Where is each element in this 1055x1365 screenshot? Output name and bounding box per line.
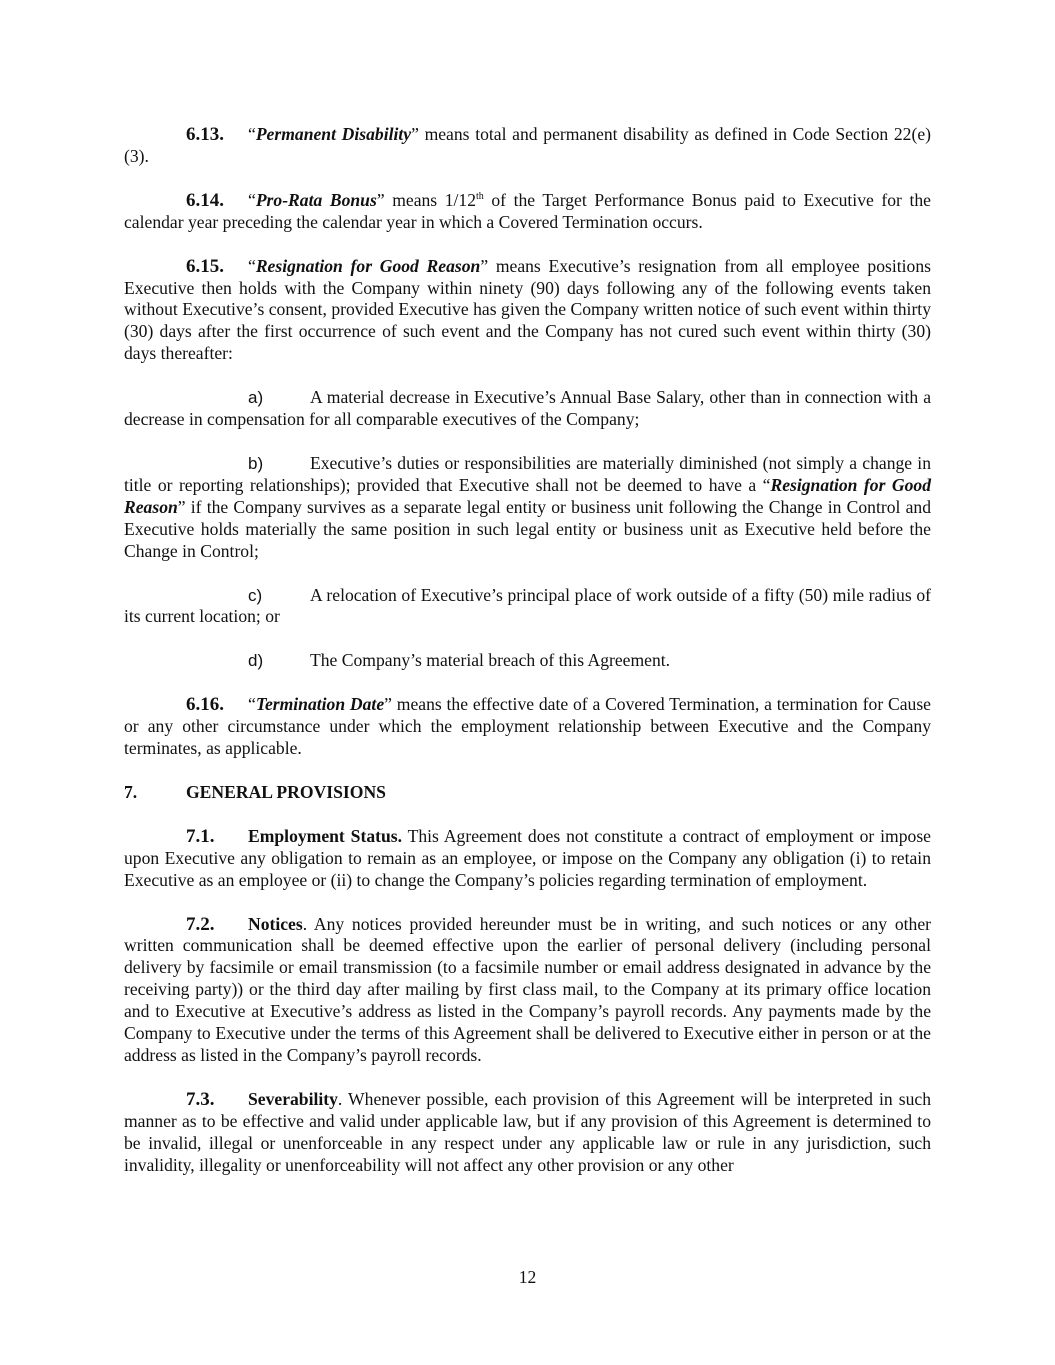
section-number: 7.3. — [186, 1088, 215, 1110]
section-number: 6.15. — [186, 255, 224, 277]
document-page — [124, 124, 931, 1199]
section-number: 7.1. — [186, 825, 215, 847]
list-item-label: b) — [248, 453, 264, 473]
section-title: GENERAL PROVISIONS — [186, 781, 386, 802]
list-item-d: d) The Company’s material breach of this Agreement. — [248, 650, 671, 671]
section-title: Employment Status. — [248, 825, 403, 846]
defined-term: Termination Date — [255, 694, 385, 715]
section-6-13: 6.13. “Permanent Disability” means total and permanent disability as defined in Code Section 22(e)(3). — [124, 124, 931, 166]
section-title: Notices — [248, 913, 303, 934]
section-text: ” means Executive’s resignation from all employee positions Executive then holds with the Company within ninety (90) days following any of the following events taken without Executive’s consent, provided Executive has given the Company written notice of such event within thirty (30) days after the first occurrence of such event and the Company has not cured such event within thirty (30) days thereafter: — [124, 255, 931, 364]
section-7-heading — [124, 782, 931, 804]
section-text: . Whenever possible, each provision of this Agreement will be interpreted in such manner as to be effective and valid under applicable law, but if any provision of this Agreement is determined to be invalid, illegal or unenforceable in any respect under any applicable law or rule in any jurisdiction, such invalidity, illegality or unenforceability will not affect any other provision or any other — [124, 1088, 931, 1175]
section-number: 6.13. — [186, 124, 224, 145]
section-number: 7. — [124, 781, 138, 802]
section-text: ” means total and permanent disability as defined in Code Section 22(e)(3). — [124, 124, 931, 166]
section-text: This Agreement does not constitute a contract of employment or impose upon Executive any obligation to remain as an employee, or impose on the Company any obligation (i) to retain Executive as an employee or (ii) to change the Company’s policies regarding termination of employment. — [124, 825, 931, 890]
list-item-label: c) — [248, 585, 263, 605]
list-item-label: d) — [248, 651, 264, 671]
defined-term: Resignation for Good Reason — [255, 255, 481, 276]
list-item-c: c) A relocation of Executive’s principal place of work outside of a fifty (50) mile radius of its current location; or — [124, 584, 931, 627]
list-item-a: a) A material decrease in Executive’s Annual Base Salary, other than in connection with a decrease in compensation for all comparable executives of the Company; — [124, 387, 931, 430]
list-item-b: b) Executive’s duties or responsibilities are materially diminished (not simply a change in title or reporting relationships); provided that Executive shall not be deemed to have a “Resignation for Good Reason” if the Company survives as a separate legal entity or business unit following the Change in Control and Executive holds materially the same position in such legal entity or business unit as Executive held before the Change in Control; — [124, 452, 931, 561]
section-number: 7.2. — [186, 913, 215, 935]
page-number: 12 — [518, 1267, 537, 1287]
section-title: Severability — [248, 1088, 338, 1109]
section-text: ” means the effective date of a Covered Termination, a termination for Cause or any other circumstance under which the employment relationship between Executive and the Company terminates, as applicable. — [124, 694, 931, 759]
section-6-15: 6.15. “Resignation for Good Reason” means Executive’s resignation from all employee positions Executive then holds with the Company within ninety (90) days following any of the following events taken without Executive’s consent, provided Executive has given the Company written notice of such event within thirty (30) days after the first occurrence of such event and the Company has not cured such event within thirty (30) days thereafter: — [124, 255, 931, 364]
section-7-3 — [124, 1089, 931, 1177]
superscript: th — [476, 190, 484, 202]
section-6-14: 6.14. “Pro-Rata Bonus” means 1/12th of the Target Performance Bonus paid to Executive for the calendar year preceding the calendar year in which a Covered Termination occurs. — [124, 189, 931, 232]
defined-term: Pro-Rata Bonus — [255, 189, 377, 210]
section-7-1 — [124, 826, 931, 892]
section-number: 6.14. — [186, 189, 224, 211]
defined-term: Permanent Disability — [255, 124, 412, 144]
section-7-2 — [124, 914, 931, 1067]
list-item-label: a) — [248, 388, 264, 408]
section-text: . Any notices provided hereunder must be in writing, and such notices or any other written communication shall be deemed effective upon the earlier of personal delivery (including personal delivery by facsimile or email transmission (to a facsimile number or email address designated in advance by the receiving party)) or the third day after mailing by first class mail, to the Company at its primary office location and to Executive at Executive’s address as listed in the Company’s payroll records. Any payments made by the Company to Executive under the terms of this Agreement shall be delivered to Executive either in person or at the address as listed in the Company’s payroll records. — [124, 913, 931, 1065]
defined-term: Resignation for Good Reason — [124, 474, 931, 517]
section-number: 6.16. — [186, 694, 224, 716]
section-6-16: 6.16. “Termination Date” means the effective date of a Covered Termination, a termination for Cause or any other circumstance under which the employment relationship between Executive and the Company terminates, as applicable. — [124, 694, 931, 759]
